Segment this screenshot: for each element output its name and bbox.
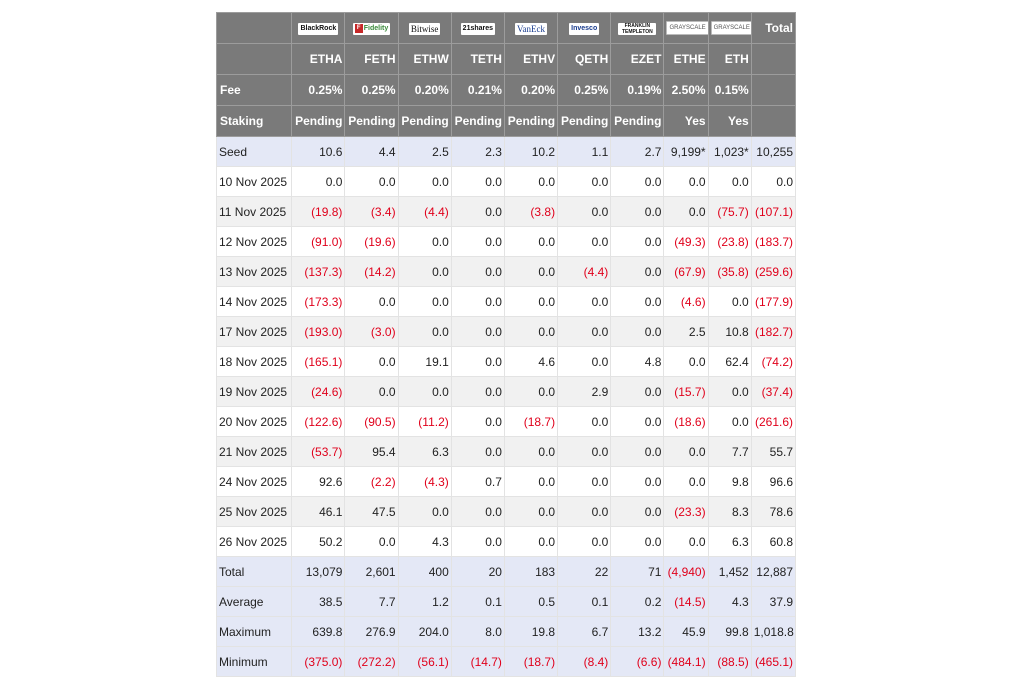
flow-cell: (8.4) (558, 647, 611, 677)
total-cell: (183.7) (751, 227, 795, 257)
total-cell: (259.6) (751, 257, 795, 287)
flow-cell: 0.0 (504, 497, 557, 527)
fee-cell: 0.20% (398, 75, 451, 106)
staking-cell: Yes (664, 106, 708, 137)
bitwise-logo: Bitwise (410, 23, 439, 34)
table-row (217, 437, 796, 467)
flow-cell: 0.0 (664, 467, 708, 497)
flow-cell: (24.6) (292, 377, 345, 407)
flow-cell: 0.0 (451, 317, 504, 347)
row-label: Maximum (217, 617, 292, 647)
flow-cell: (193.0) (292, 317, 345, 347)
blackrock-logo: BlackRock (298, 23, 338, 35)
flow-cell: 45.9 (664, 617, 708, 647)
total-cell: (182.7) (751, 317, 795, 347)
franklin-templeton-logo: FRANKLIN TEMPLETON (618, 23, 656, 35)
total-cell: (37.4) (751, 377, 795, 407)
flow-cell: 38.5 (292, 587, 345, 617)
flow-cell: 204.0 (398, 617, 451, 647)
flow-cell: 1.2 (398, 587, 451, 617)
flow-cell: 0.0 (504, 317, 557, 347)
flow-cell: 0.0 (451, 377, 504, 407)
fee-cell: 0.25% (345, 75, 398, 106)
flow-cell: 0.0 (398, 227, 451, 257)
row-label: Average (217, 587, 292, 617)
row-label: 20 Nov 2025 (217, 407, 292, 437)
flow-cell: 0.0 (451, 227, 504, 257)
flow-cell: 0.2 (611, 587, 664, 617)
row-label: 21 Nov 2025 (217, 437, 292, 467)
table-row (217, 227, 796, 257)
flow-cell: 62.4 (708, 347, 751, 377)
flow-cell: 0.0 (345, 287, 398, 317)
row-label: 19 Nov 2025 (217, 377, 292, 407)
flow-cell: 0.0 (708, 377, 751, 407)
issuer-logo-fidelity (345, 13, 398, 44)
flow-cell: (18.7) (504, 647, 557, 677)
seed-row (217, 137, 796, 167)
flow-cell: 639.8 (292, 617, 345, 647)
grayscale-logo: GRAYSCALE (666, 21, 708, 35)
flow-cell: 0.0 (611, 377, 664, 407)
flow-cell: (56.1) (398, 647, 451, 677)
flow-cell: 0.0 (504, 287, 557, 317)
flow-cell: 0.0 (664, 347, 708, 377)
row-label: 17 Nov 2025 (217, 317, 292, 347)
flow-cell: (75.7) (708, 197, 751, 227)
staking-cell: Pending (611, 106, 664, 137)
flow-cell: 0.7 (451, 467, 504, 497)
flow-cell: (137.3) (292, 257, 345, 287)
flow-cell: 0.0 (611, 227, 664, 257)
flow-cell: 1,452 (708, 557, 751, 587)
flow-cell: 0.0 (292, 167, 345, 197)
staking-row-label: Staking (217, 106, 292, 137)
flow-cell: 1,023* (708, 137, 751, 167)
flow-cell: 4.3 (398, 527, 451, 557)
flow-cell: 0.0 (451, 287, 504, 317)
flow-cell: (88.5) (708, 647, 751, 677)
flow-cell: (14.2) (345, 257, 398, 287)
flow-cell: 0.0 (558, 437, 611, 467)
total-cell: 96.6 (751, 467, 795, 497)
flow-cell: 0.0 (611, 407, 664, 437)
total-cell: (465.1) (751, 647, 795, 677)
table-row (217, 347, 796, 377)
row-label: 25 Nov 2025 (217, 497, 292, 527)
flow-cell: 0.0 (664, 167, 708, 197)
flow-cell: (4.3) (398, 467, 451, 497)
staking-cell: Yes (708, 106, 751, 137)
ticker-ethw: ETHW (398, 44, 451, 75)
row-label: Seed (217, 137, 292, 167)
grayscale-logo: GRAYSCALE (711, 21, 752, 35)
flow-cell: (165.1) (292, 347, 345, 377)
ticker-feth: FETH (345, 44, 398, 75)
flow-cell: 183 (504, 557, 557, 587)
issuer-logo-grayscale-eth (708, 13, 751, 44)
table-row (217, 407, 796, 437)
table-row (217, 377, 796, 407)
flow-cell: 0.0 (611, 287, 664, 317)
issuer-logo-blackrock (292, 13, 345, 44)
flow-cell: 95.4 (345, 437, 398, 467)
flow-cell: (53.7) (292, 437, 345, 467)
flow-cell: 0.0 (398, 257, 451, 287)
total-cell: 60.8 (751, 527, 795, 557)
flow-cell: 10.6 (292, 137, 345, 167)
flow-cell: 4.3 (708, 587, 751, 617)
staking-cell: Pending (451, 106, 504, 137)
flow-cell: 0.0 (504, 437, 557, 467)
flow-cell: (49.3) (664, 227, 708, 257)
flow-cell: 2.3 (451, 137, 504, 167)
flow-cell: 6.7 (558, 617, 611, 647)
flow-cell: 0.0 (451, 197, 504, 227)
staking-cell: Pending (345, 106, 398, 137)
staking-total-blank (751, 106, 795, 137)
ticker-etha: ETHA (292, 44, 345, 75)
flow-cell: (23.8) (708, 227, 751, 257)
flow-cell: (484.1) (664, 647, 708, 677)
table-row (217, 317, 796, 347)
flow-cell: 0.0 (504, 257, 557, 287)
row-label: 18 Nov 2025 (217, 347, 292, 377)
flow-cell: (4.4) (398, 197, 451, 227)
flow-cell: 0.0 (558, 227, 611, 257)
flow-cell: 13.2 (611, 617, 664, 647)
total-cell: 12,887 (751, 557, 795, 587)
flow-cell: 0.0 (708, 407, 751, 437)
flow-cell: (15.7) (664, 377, 708, 407)
flow-cell: 0.0 (451, 407, 504, 437)
flow-cell: 0.0 (504, 227, 557, 257)
flow-cell: 0.0 (451, 167, 504, 197)
flow-cell: 8.3 (708, 497, 751, 527)
ticker-total-blank (751, 44, 795, 75)
flow-cell: 0.0 (504, 377, 557, 407)
flow-cell: 0.0 (558, 527, 611, 557)
flow-cell: 0.0 (345, 167, 398, 197)
flow-cell: 0.0 (345, 377, 398, 407)
flow-cell: 0.5 (504, 587, 557, 617)
flow-cell: 0.0 (504, 527, 557, 557)
flow-cell: 0.0 (708, 287, 751, 317)
fidelity-mark-icon: F (355, 24, 363, 33)
table-row (217, 287, 796, 317)
issuer-logo-vaneck (504, 13, 557, 44)
flow-cell: (19.8) (292, 197, 345, 227)
flow-cell: (375.0) (292, 647, 345, 677)
flow-cell: 0.0 (664, 437, 708, 467)
summary-row (217, 617, 796, 647)
fee-cell: 0.21% (451, 75, 504, 106)
fidelity-logo (353, 23, 391, 35)
flow-cell: 6.3 (708, 527, 751, 557)
flow-cell: 50.2 (292, 527, 345, 557)
flow-cell: 6.3 (398, 437, 451, 467)
flow-cell: 0.0 (504, 467, 557, 497)
total-cell: 37.9 (751, 587, 795, 617)
flow-cell: 0.0 (558, 317, 611, 347)
staking-cell: Pending (558, 106, 611, 137)
flow-cell: 0.0 (345, 527, 398, 557)
flow-cell: (4,940) (664, 557, 708, 587)
flow-cell: 0.0 (558, 497, 611, 527)
issuer-logo-invesco (558, 13, 611, 44)
flow-cell: 1.1 (558, 137, 611, 167)
flow-cell: 0.0 (451, 437, 504, 467)
flow-cell: 0.0 (558, 347, 611, 377)
row-label: 26 Nov 2025 (217, 527, 292, 557)
flow-cell: 0.0 (345, 347, 398, 377)
summary-row (217, 557, 796, 587)
issuer-logo-bitwise (398, 13, 451, 44)
flow-cell: 19.1 (398, 347, 451, 377)
flow-cell: 0.0 (611, 257, 664, 287)
staking-row (217, 106, 796, 137)
table-row (217, 197, 796, 227)
flow-cell: (23.3) (664, 497, 708, 527)
flow-cell: (18.6) (664, 407, 708, 437)
fee-total-blank (751, 75, 795, 106)
flow-cell: (122.6) (292, 407, 345, 437)
flow-cell: (14.5) (664, 587, 708, 617)
flow-cell: 9.8 (708, 467, 751, 497)
total-cell: (261.6) (751, 407, 795, 437)
flow-cell: 0.0 (558, 467, 611, 497)
flow-cell: (18.7) (504, 407, 557, 437)
flow-cell: 2.5 (664, 317, 708, 347)
flow-cell: 0.0 (611, 437, 664, 467)
flow-cell: (3.4) (345, 197, 398, 227)
fidelity-logo-text: Fidelity (363, 24, 389, 32)
issuer-logo-franklin (611, 13, 664, 44)
row-label: 12 Nov 2025 (217, 227, 292, 257)
flow-table-body (217, 137, 796, 677)
invesco-logo: Invesco (569, 23, 599, 35)
fee-cell: 0.25% (292, 75, 345, 106)
flow-cell: 0.0 (664, 527, 708, 557)
flow-cell: 0.0 (611, 497, 664, 527)
total-cell: (107.1) (751, 197, 795, 227)
flow-cell: 0.0 (451, 257, 504, 287)
flow-cell: 4.4 (345, 137, 398, 167)
flow-cell: 46.1 (292, 497, 345, 527)
row-label: Total (217, 557, 292, 587)
total-cell: 78.6 (751, 497, 795, 527)
flow-cell: 0.0 (451, 527, 504, 557)
table-row (217, 257, 796, 287)
flow-cell: 99.8 (708, 617, 751, 647)
row-label: 14 Nov 2025 (217, 287, 292, 317)
21shares-logo: 21shares (461, 23, 495, 35)
flow-cell: 4.6 (504, 347, 557, 377)
staking-cell: Pending (504, 106, 557, 137)
fee-cell: 0.19% (611, 75, 664, 106)
flow-cell: 0.0 (664, 197, 708, 227)
ticker-ezet: EZET (611, 44, 664, 75)
flow-cell: 0.0 (611, 317, 664, 347)
flow-cell: (3.8) (504, 197, 557, 227)
staking-cell: Pending (398, 106, 451, 137)
flow-cell: (173.3) (292, 287, 345, 317)
flow-cell: 2.7 (611, 137, 664, 167)
row-label: 13 Nov 2025 (217, 257, 292, 287)
flow-cell: 0.0 (398, 287, 451, 317)
flow-cell: 0.0 (611, 167, 664, 197)
flow-cell: 0.0 (398, 167, 451, 197)
flow-cell: 0.0 (451, 497, 504, 527)
table-row (217, 167, 796, 197)
flow-cell: (4.4) (558, 257, 611, 287)
flow-cell: 0.0 (708, 167, 751, 197)
flow-cell: 0.0 (611, 527, 664, 557)
flow-cell: 8.0 (451, 617, 504, 647)
flow-cell: 400 (398, 557, 451, 587)
flow-cell: 276.9 (345, 617, 398, 647)
ticker-eth: ETH (708, 44, 751, 75)
flow-cell: (3.0) (345, 317, 398, 347)
ticker-teth: TETH (451, 44, 504, 75)
total-column-header: Total (751, 13, 795, 44)
ticker-row-label (217, 44, 292, 75)
row-label: 24 Nov 2025 (217, 467, 292, 497)
flow-cell: 2,601 (345, 557, 398, 587)
flow-cell: 0.0 (558, 287, 611, 317)
flow-cell: 2.5 (398, 137, 451, 167)
flow-cell: (90.5) (345, 407, 398, 437)
summary-row (217, 587, 796, 617)
ticker-ethe: ETHE (664, 44, 708, 75)
issuer-logo-grayscale-ethe (664, 13, 708, 44)
flow-cell: 47.5 (345, 497, 398, 527)
ticker-row (217, 44, 796, 75)
total-cell: 1,018.8 (751, 617, 795, 647)
vaneck-logo: VanEck (517, 23, 546, 34)
flow-cell: 0.0 (504, 167, 557, 197)
flow-cell: 0.0 (398, 497, 451, 527)
total-cell: (74.2) (751, 347, 795, 377)
summary-row (217, 647, 796, 677)
ticker-qeth: QETH (558, 44, 611, 75)
table-row (217, 497, 796, 527)
fee-cell: 0.20% (504, 75, 557, 106)
flow-cell: (14.7) (451, 647, 504, 677)
table-row (217, 467, 796, 497)
flow-cell: 71 (611, 557, 664, 587)
flow-cell: (4.6) (664, 287, 708, 317)
ticker-ethv: ETHV (504, 44, 557, 75)
table-row (217, 527, 796, 557)
total-cell: (177.9) (751, 287, 795, 317)
total-cell: 10,255 (751, 137, 795, 167)
flow-cell: 10.2 (504, 137, 557, 167)
flow-cell: (6.6) (611, 647, 664, 677)
flow-cell: (67.9) (664, 257, 708, 287)
flow-cell: (2.2) (345, 467, 398, 497)
fee-cell: 2.50% (664, 75, 708, 106)
flow-cell: 92.6 (292, 467, 345, 497)
flow-cell: 0.0 (398, 317, 451, 347)
flow-cell: 7.7 (708, 437, 751, 467)
flow-cell: (272.2) (345, 647, 398, 677)
fee-cell: 0.25% (558, 75, 611, 106)
total-cell: 0.0 (751, 167, 795, 197)
flow-cell: 0.0 (451, 347, 504, 377)
flow-cell: 0.0 (398, 377, 451, 407)
flow-cell: 9,199* (664, 137, 708, 167)
staking-cell: Pending (292, 106, 345, 137)
issuer-logo-21shares (451, 13, 504, 44)
flow-cell: (91.0) (292, 227, 345, 257)
flow-cell: 7.7 (345, 587, 398, 617)
flow-cell: 19.8 (504, 617, 557, 647)
flow-cell: 0.0 (558, 407, 611, 437)
total-cell: 55.7 (751, 437, 795, 467)
flow-cell: (35.8) (708, 257, 751, 287)
flow-cell: 0.1 (451, 587, 504, 617)
flow-cell: 4.8 (611, 347, 664, 377)
issuer-logo-row (217, 13, 796, 44)
eth-etf-flow-table (216, 12, 796, 677)
flow-cell: 22 (558, 557, 611, 587)
flow-cell: 2.9 (558, 377, 611, 407)
row-label: 11 Nov 2025 (217, 197, 292, 227)
flow-cell: 0.0 (558, 167, 611, 197)
flow-cell: 10.8 (708, 317, 751, 347)
fee-row-label: Fee (217, 75, 292, 106)
flow-cell: (11.2) (398, 407, 451, 437)
flow-cell: 0.0 (558, 197, 611, 227)
fee-cell: 0.15% (708, 75, 751, 106)
row-label: Minimum (217, 647, 292, 677)
corner-cell (217, 13, 292, 44)
flow-cell: 0.0 (611, 467, 664, 497)
flow-cell: 0.0 (611, 197, 664, 227)
flow-cell: (19.6) (345, 227, 398, 257)
row-label: 10 Nov 2025 (217, 167, 292, 197)
flow-cell: 20 (451, 557, 504, 587)
flow-cell: 13,079 (292, 557, 345, 587)
flow-cell: 0.1 (558, 587, 611, 617)
fee-row (217, 75, 796, 106)
